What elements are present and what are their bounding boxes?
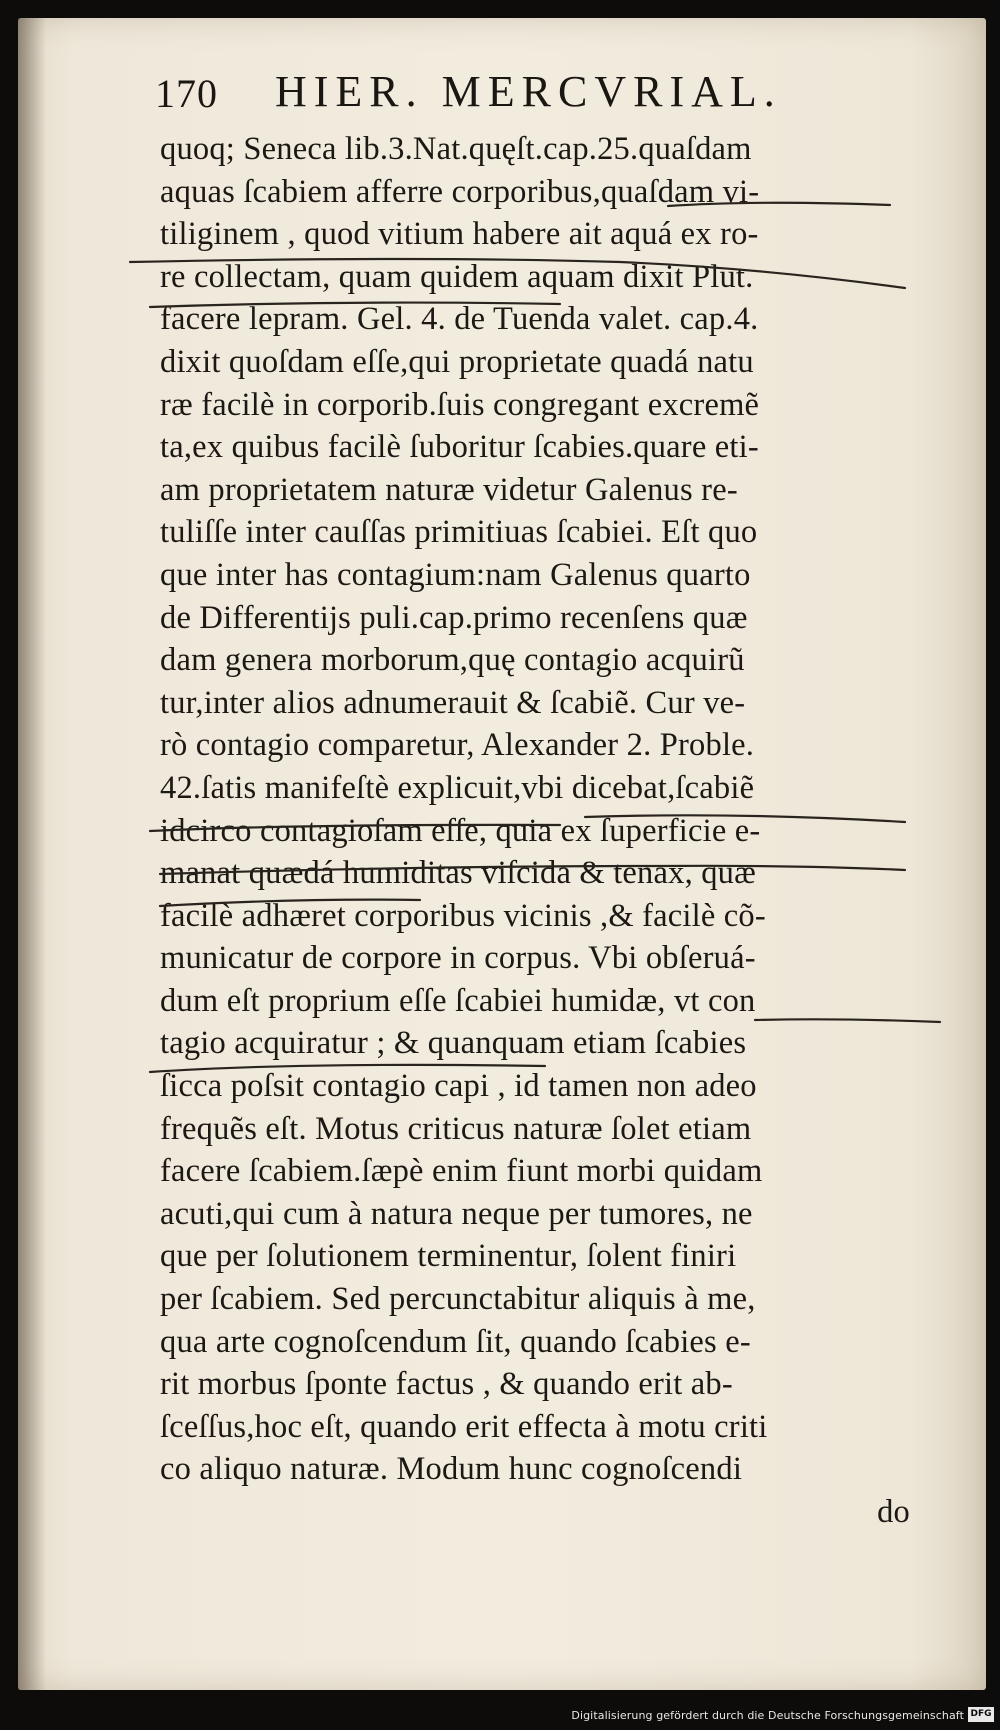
gutter-shadow xyxy=(18,18,46,1690)
text-line: quoq; Seneca lib.3.Nat.quęſt.cap.25.quaſdam xyxy=(160,131,752,167)
text-line: dum eſt proprium eſſe ſcabiei humidæ, vt con xyxy=(160,982,756,1019)
text-line: ta,ex quibus facilè ſuboritur ſcabies.quare eti- xyxy=(160,429,759,466)
text-line: rò contagio comparetur, Alexander 2. Proble. xyxy=(160,727,755,764)
text-line: am proprietatem naturæ videtur Galenus re- xyxy=(160,471,738,508)
text-line: idcirco contagioſam eſſe, quia ex ſuperficie e- xyxy=(160,812,761,849)
page-header xyxy=(155,62,815,122)
text-line: tuliſſe inter cauſſas primitiuas ſcabiei. Eſt quo xyxy=(160,514,758,551)
text-line: acuti,qui cum à natura neque per tumores, ne xyxy=(160,1195,753,1232)
text-line: rit morbus ſponte factus , & quando erit ab- xyxy=(160,1366,733,1403)
text-line: tiliginem , quod vitium habere ait aquá ex ro- xyxy=(160,216,759,253)
body-text xyxy=(160,128,920,1534)
text-line: ræ facilè in corporib.ſuis congregant excremẽ xyxy=(160,386,760,423)
text-line: ſceſſus,hoc eſt, quando erit effecta à motu criti xyxy=(160,1408,768,1445)
page-number: 170 xyxy=(155,71,218,116)
digitization-footer xyxy=(0,1700,1000,1730)
text-line: facere ſcabiem.ſæpè enim fiunt morbi quidam xyxy=(160,1153,763,1190)
text-line: que per ſolutionem terminentur, ſolent finiri xyxy=(160,1238,737,1275)
text-line: ſicca poſsit contagio capi , id tamen non adeo xyxy=(160,1068,757,1105)
text-line: que inter has contagium:nam Galenus quarto xyxy=(160,556,751,593)
text-line: manat quædá humiditas viſcida & tenax, quæ xyxy=(160,855,757,892)
text-line: municatur de corpore in corpus. Vbi obſeruá- xyxy=(160,940,756,977)
text-line: de Differentijs puli.cap.primo recenſens quæ xyxy=(160,599,748,636)
text-line: qua arte cognoſcendum ſit, quando ſcabies e- xyxy=(160,1323,751,1360)
running-head: HIER. MERCVRIAL. xyxy=(275,67,782,116)
text-line: 42.ſatis manifeſtè explicuit,vbi dicebat,ſcabiẽ xyxy=(160,769,755,806)
text-line: co aliquo naturæ. Modum hunc cognoſcendi xyxy=(160,1451,743,1488)
text-line: aquas ſcabiem afferre corporibus,quaſdam vi- xyxy=(160,173,760,210)
dfg-logo-icon: DFG xyxy=(968,1707,994,1722)
text-line: frequẽs eſt. Motus criticus naturæ ſolet etiam xyxy=(160,1110,752,1147)
text-line: dixit quoſdam eſſe,qui proprietate quadá natu xyxy=(160,343,754,380)
text-line: facere lepram. Gel. 4. de Tuenda valet. cap.4. xyxy=(160,301,759,338)
catchword: do xyxy=(877,1494,910,1530)
text-line: facilè adhæret corporibus vicinis ,& facilè cõ- xyxy=(160,897,766,934)
text-line: re collectam, quam quidem aquam dixit Plut. xyxy=(160,258,754,295)
text-line: tagio acquiratur ; & quanquam etiam ſcabies xyxy=(160,1025,747,1062)
funding-credit: Digitalisierung gefördert durch die Deutsche Forschungsgemeinschaft xyxy=(571,1709,964,1722)
text-line: per ſcabiem. Sed percunctabitur aliquis à me, xyxy=(160,1281,756,1318)
text-line: tur,inter alios adnumerauit & ſcabiẽ. Cur ve- xyxy=(160,684,746,721)
text-line: dam genera morborum,quę contagio acquirũ xyxy=(160,642,745,679)
